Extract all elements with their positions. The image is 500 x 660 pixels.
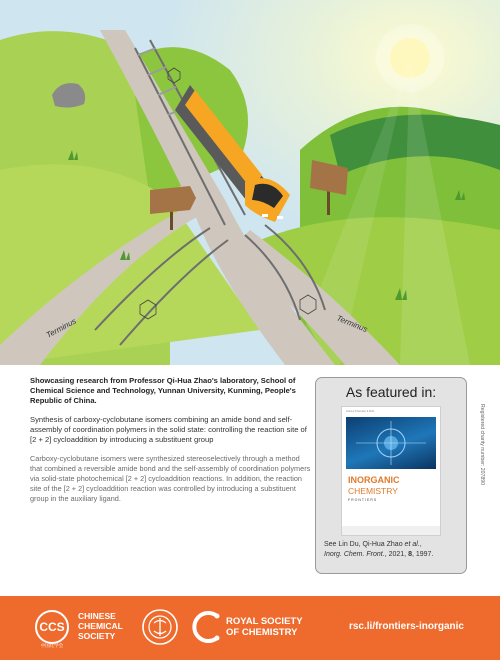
cover-footer [342, 526, 440, 535]
ccs-chinese-name: 中国化学会 [40, 643, 64, 648]
cover-issue-line: Volume 8 Number 9 2021 [346, 410, 375, 413]
featured-label: As featured in: [345, 384, 437, 400]
ccs-name-line: SOCIETY [78, 631, 116, 641]
cover-graphic [346, 417, 436, 469]
journal-cover [342, 407, 440, 535]
article-reference [324, 540, 460, 559]
rsc-name [226, 616, 303, 638]
charity-number [477, 404, 485, 594]
terminus-label-right: Terminus [335, 313, 369, 335]
caption-block [30, 376, 312, 504]
cover-image [346, 417, 436, 469]
cover-journal-line1: INORGANIC [348, 475, 400, 485]
ccs-name-line: CHEMICAL [78, 621, 123, 631]
peking-university-seal-icon [141, 608, 179, 646]
reference-etal: et al. [404, 541, 420, 548]
reference-pages: , 1997. [411, 550, 434, 558]
article-title: Synthesis of carboxy-cyclobutane isomers combining an amide bond and self-assembly of coordination polymers in the solid state: controlling the reaction site of [2 + 2] cycloaddition by introducing a substituent group [30, 415, 307, 444]
ccs-logo: CCS [35, 610, 69, 644]
reference-comma: , [419, 541, 422, 548]
reference-volume: 8 [408, 550, 412, 558]
cover-journal-line2: CHEMISTRY [348, 486, 398, 496]
ccs-name-line: CHINESE [78, 611, 116, 621]
ccs-name [78, 611, 123, 641]
footer-bar [0, 596, 500, 660]
article-summary: Carboxy-cyclobutane isomers were synthesized stereoselectively through a method that combined a reversible amide bond and the self-assembly of coordination polymers via solid-state photochemical [2 + 2] cycloaddition reactions. In addition, the reaction site of the [2 + 2] cycloaddition reaction was controlled by introducing a substituent group in the auxiliary ligand. [30, 454, 311, 503]
reference-authors: See Lin Du, Qi-Hua Zhao [324, 541, 405, 548]
rsc-name-line: ROYAL SOCIETY [226, 616, 303, 627]
caption-heading: Showcasing research from Professor Qi-Hua Zhao's laboratory, School of Chemical Science and Technology, Yunnan University, Kunming, People's Republic of China. [30, 376, 296, 405]
charity-number-text: Registered charity number: 207890 [479, 404, 485, 486]
featured-box [315, 377, 467, 574]
terminus-label-left: Terminus [44, 316, 78, 340]
reference-year: , 2021, [384, 550, 409, 558]
journal-url-link[interactable]: rsc.li/frontiers-inorganic [348, 621, 464, 632]
cover-journal-sub: FRONTIERS [348, 498, 378, 502]
rsc-name-line: OF CHEMISTRY [226, 627, 298, 638]
rsc-logo-icon [191, 610, 223, 644]
reference-journal: Inorg. Chem. Front. [324, 550, 385, 558]
